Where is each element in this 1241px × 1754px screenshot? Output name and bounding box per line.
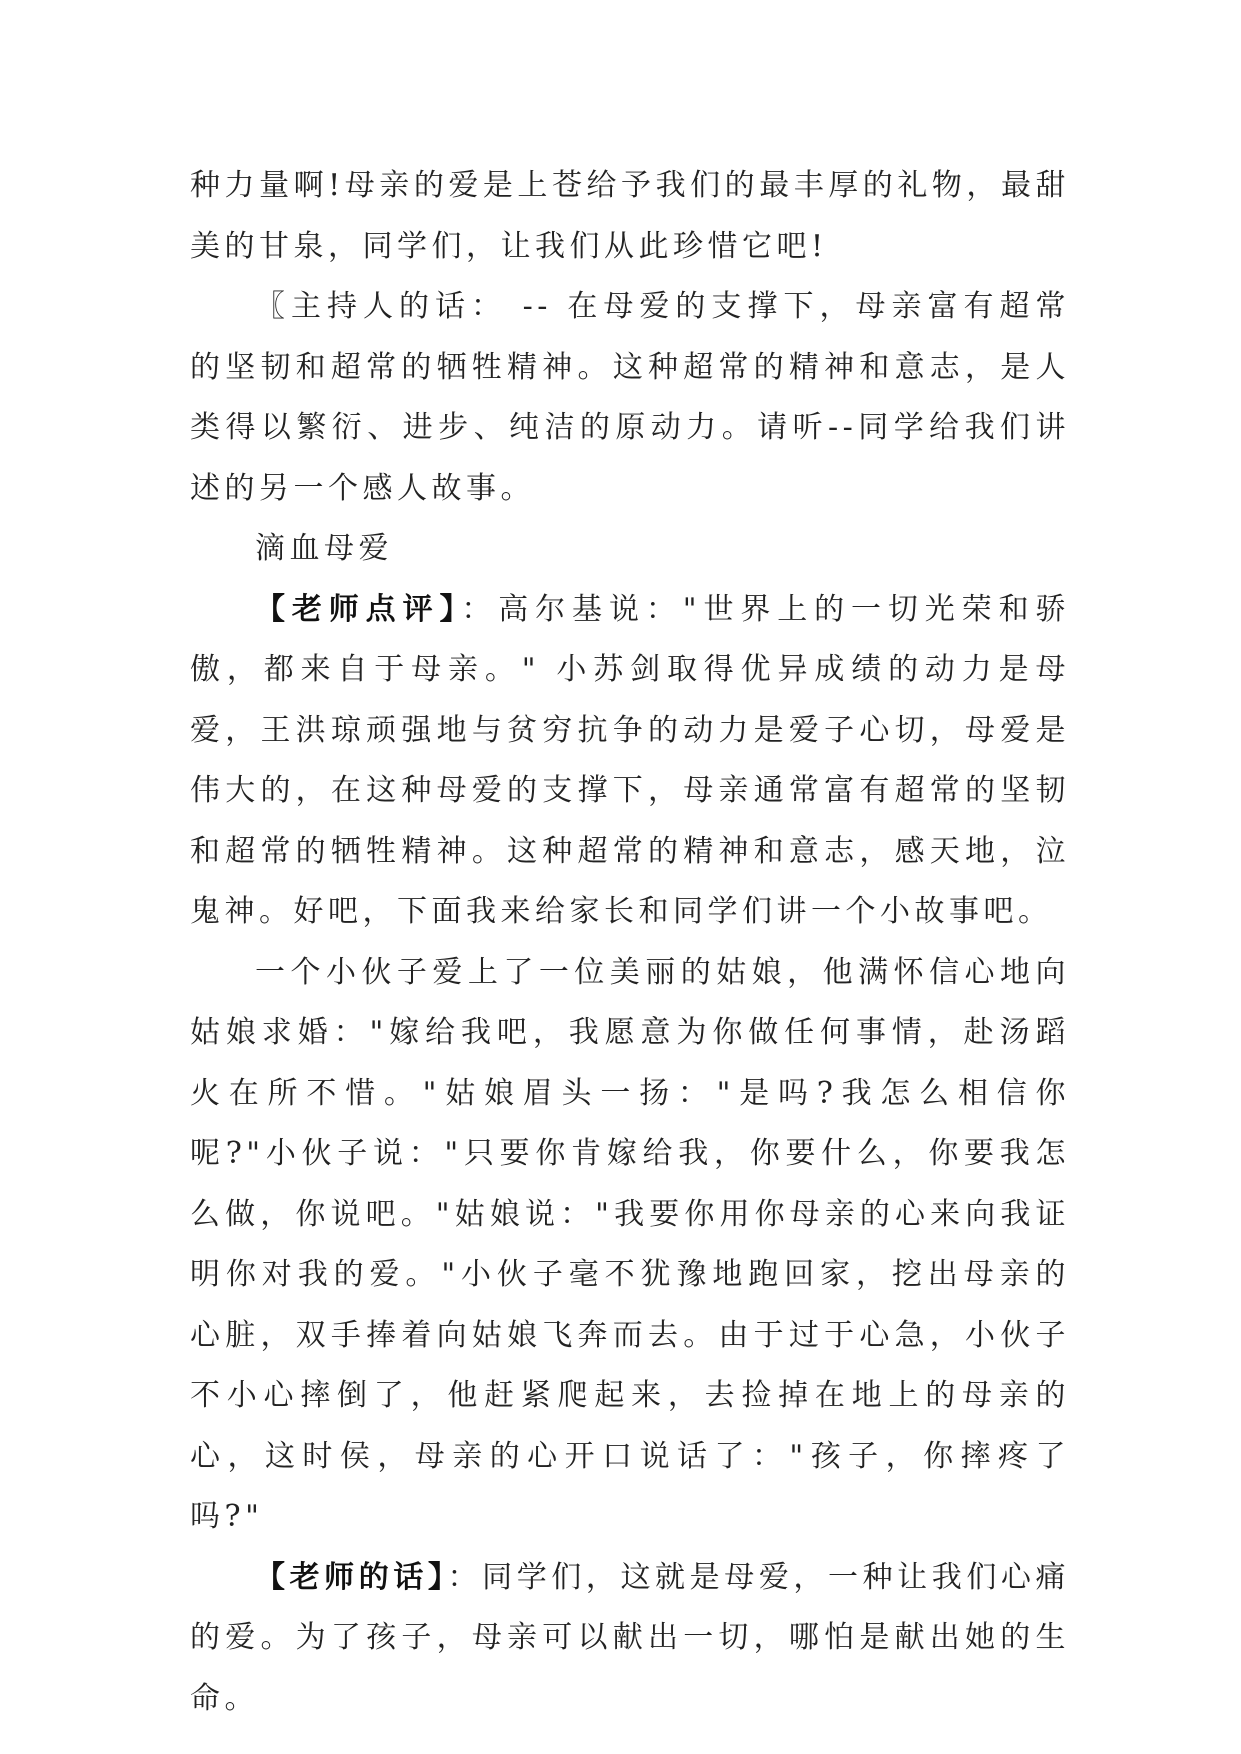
- paragraph-story: 一个小伙子爱上了一位美丽的姑娘，他满怀信心地向姑娘求婚："嫁给我吧，我愿意为你做任何事情，赴汤蹈火在所不惜。"姑娘眉头一扬："是吗?我怎么相信你呢?"小伙子说："只要你肯嫁给我，你要什么，你要我怎么做，你说吧。"姑娘说："我要你用你母亲的心来向我证明你对我的爱。"小伙子毫不犹豫地跑回家，挖出母亲的心脏，双手捧着向姑娘飞奔而去。由于过于心急，小伙子不小心摔倒了，他赶紧爬起来，去捡掉在地上的母亲的心，这时侯，母亲的心开口说话了："孩子，你摔疼了吗?": [190, 954, 1070, 1534]
- paragraph-host-words: 〖主持人的话： -- 在母爱的支撑下，母亲富有超常的坚韧和超常的牺牲精神。这种超常的精神和意志，是人类得以繁衍、进步、纯洁的原动力。请听--同学给我们讲述的另一个感人故事。: [190, 289, 1070, 506]
- paragraph-teacher-comment: [190, 580, 1070, 943]
- paragraph-teacher-words: [190, 1548, 1070, 1730]
- teacher-words-label: 【老师的话】: [255, 1559, 448, 1595]
- document-page: [190, 156, 1070, 1729]
- paragraph-continuation: 种力量啊!母亲的爱是上苍给予我们的最丰厚的礼物，最甜美的甘泉，同学们，让我们从此珍惜它吧!: [190, 168, 1070, 264]
- teacher-words-text: ：同学们，这就是母爱，一种让我们心痛的爱。为了孩子，母亲可以献出一切，哪怕是献出她的生命。: [190, 1559, 1071, 1716]
- teacher-comment-text: ：高尔基说："世界上的一切光荣和骄傲，都来自于母亲。" 小苏剑取得优异成绩的动力是母爱，王洪琼顽强地与贫穷抗争的动力是爱子心切，母爱是伟大的，在这种母爱的支撑下，母亲通常富有超常的坚韧和超常的牺牲精神。这种超常的精神和意志，感天地，泣鬼神。好吧，下面我来给家长和同学们讲一个小故事吧。: [190, 591, 1070, 929]
- section-heading: 滴血母爱: [255, 531, 393, 566]
- teacher-comment-label: 【老师点评】: [255, 591, 462, 627]
